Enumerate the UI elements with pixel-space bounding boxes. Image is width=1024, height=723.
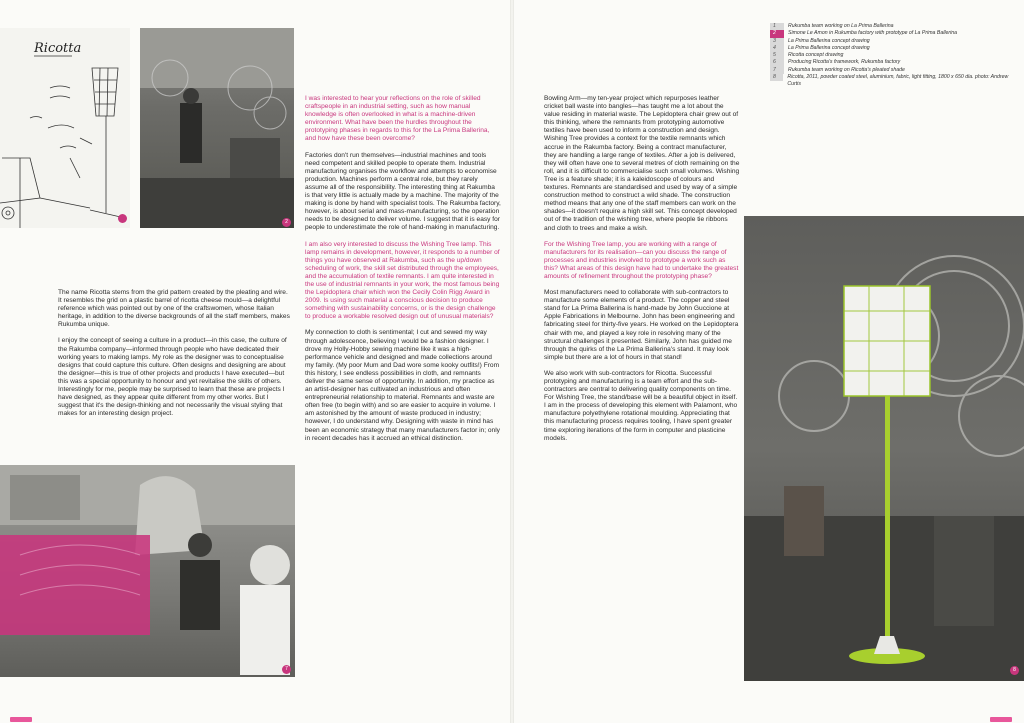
figure-badge-8: 8 (1010, 666, 1019, 675)
caption-number: 6 (770, 59, 784, 66)
paragraph: Most manufacturers need to collaborate with sub-contractors to manufacture some elements of a product. The copper and steel stand for La Prima Ballerina is hand-made by John Guccione at Apple Fabrications in Melbourne. John has been engineering and fabricating steel for thirty-five years. He worked on the Lepidoptera chair with me, and played a key role in resolving many of the structural challenges it presented. Similarly, John has guided me through the quirks of the La Prima Ballerina's stand. It may look simple but there are a lot of hours in that stand! (544, 289, 739, 361)
paragraph: We also work with sub-contractors for Ricotta. Successful prototyping and manufacturing is a team effort and the sub-contractors are central to delivering quality components on time. For Wishing Tree, the stand/base will be a beautiful object in itself. I am in the process of developing this element with Palamont, who manufacture polyethylene rotational moulding. Appreciating that this manufacturing process requires tooling, I have spent greater time exploring iterations of the form in computer and plasticine models. (544, 369, 738, 442)
figure-badge-5 (118, 214, 127, 223)
page-folio-right (990, 717, 1012, 722)
paragraph: I enjoy the concept of seeing a culture in a product—in this case, the culture of the Rakumba company—informed through people who have dedicated their working years to making lamps. My role as the designer was to conceptualise designs that could capture this culture. Often designs and designing are about the designer—this is true of other projects and products I have executed—but this was a special opportunity to honour and yet revitalise the skills of others. Interestingly for me, people may be surprised to learn that these are projects I have designed, as they appear quite different from my other works. But I suggest that it's the design-thinking and not necessarily the visual styling that makes for an interesting design project. (58, 337, 287, 418)
caption-number: 7 (770, 67, 784, 74)
caption-row (770, 74, 1010, 89)
factory-worker-photo (140, 28, 294, 228)
caption-number: 5 (770, 52, 784, 59)
caption-row (770, 67, 1010, 74)
caption-text: Producing Ricotta's framework, Rukumba factory (788, 59, 901, 66)
column-3-text (544, 95, 740, 451)
column-1-text (58, 289, 290, 426)
team-photo-art (0, 465, 295, 677)
figure-badge-2: 2 (282, 218, 291, 227)
caption-text: La Prima Ballerina concept drawing (788, 44, 870, 51)
caption-text: Simone Le Amon in Rukumba factory with prototype of La Prima Ballerina (788, 30, 958, 37)
paragraph: Factories don't run themselves—industrial machines and tools need competent and skilled people to operate them. Industrial manufacturing organises the workflow and attempts to economise production. Machines perform a central role, but they rarely assume all of the responsibility. The interesting thing at Rakumba is that very little is actually made by a machine. The majority of the making is done by hand with specialist tools. The Rakumba factory, however, is about serial and mass-manufacturing, so the operation needs to be designed to deliver volume. I suggest that it is easy for people to underestimate the role of hand-making in manufacturing. (305, 151, 501, 232)
caption-row (770, 52, 1010, 59)
interview-question: For the Wishing Tree lamp, you are working with a range of manufacturers for its realisation—can you discuss the range of processes and industries involved to prototype a work such as this? What areas of this design have had to undertake the greatest amounts of refinement throughout the prototyping phase? (544, 240, 739, 280)
paragraph: The name Ricotta stems from the grid pattern created by the pleating and wire. It resembles the grid on a plastic barrel of ricotta cheese mould—a delightful reference which was pointed out by one of the craftswomen, whose Italian heritage, in addition to the diverse backgrounds of all the staff members, makes Rukumba unique. (58, 289, 290, 329)
caption-number: 3 (770, 38, 784, 45)
caption-number: 4 (770, 45, 784, 52)
caption-number: 2 (770, 30, 784, 37)
caption-text: Rukumba team working on Ricotta's pleated shade (788, 66, 905, 73)
interview-question: I was interested to hear your reflections on the role of skilled craftspeople in an industrial setting, such as how manual knowledge is often overlooked in what is a machine-driven environment. What have been the hurdles throughout the prototyping phases in regards to this for the La Prima Ballerina, and how have these been overcome? (305, 95, 490, 143)
page-folio-left (10, 717, 32, 722)
caption-text: Rukumba team working on La Prima Ballerina (788, 23, 894, 29)
sketch-drawing (0, 28, 130, 228)
caption-row (770, 45, 1010, 52)
caption-number: 8 (770, 74, 783, 81)
factory-photo-art (140, 28, 294, 228)
figure-badge-7: 7 (282, 665, 291, 674)
ricotta-lamp-photo (744, 216, 1024, 681)
caption-text: La Prima Ballerina concept drawing (788, 37, 870, 44)
paragraph: Bowling Arm—my ten-year project which repurposes leather cricket ball waste into bangles—has taught me a lot about the value residing in material waste. The Lepidoptera chair grew out of this thinking, where the remnants from prototyping automotive textiles have been used to inform a construction and design. Wishing Tree provides a context for the textile remnants which accrue in the Rakumba factory. Being a contract manufacturer, they are handling a large range of textiles. After a job is delivered, they will often have one to several metres of cloth remaining on the roll, and it is difficult to commercialise such small volumes. Wishing Tree is a feature shade; it is a kaleidoscope of colours and textures. Remnants are standardised and used by way of a simple construction method to construct a wild shade. The construction method means that any one of the staff members can work on the shades—it doesn't require a high skill set. This concept developed out of the tradition of the wishing tree, where people tie ribbons and cloth to trees and make a wish. (544, 95, 740, 232)
caption-text: Ricotta concept drawing (788, 52, 844, 59)
page-spine (510, 0, 514, 723)
caption-row (770, 30, 1010, 37)
lamp-photo-art (744, 216, 1024, 681)
caption-row (770, 23, 1010, 30)
caption-text: Ricotta, 2011, powder coated steel, aluminium, fabric, light fitting, 1800 x 650 dia. photo: Andrew Curtis (787, 74, 1009, 88)
caption-row (770, 38, 1010, 45)
sketch-label: Ricotta (34, 41, 82, 56)
caption-number: 1 (770, 23, 784, 30)
column-2-text (305, 95, 501, 451)
pleated-shade-team-photo (0, 465, 295, 677)
figure-captions (770, 23, 1010, 89)
caption-row (770, 59, 1010, 66)
interview-question: I am also very interested to discuss the Wishing Tree lamp. This lamp remains in development, however, it responds to a number of things you have observed at Rakumba, such as the up/down scheduling of work, the skill set distributed through the employees, and the accumulation of textile remnants. I am quite interested in the use of industrial remnants in your work, the most famous being the Lepidoptera chair which won the Cecily Colin Rigg Award in 2009. Is using such material a conscious decision to produce something with sustainability concerns, or is the design challenge to produce a workable resolved design out of unusual materials? (305, 240, 500, 321)
paragraph: My connection to cloth is sentimental; I cut and sewed my way through adolescence, believing I would be a fashion designer. I drove my Holly-Hobby sewing machine like it was a high-performance vehicle and designed and made collections around my family. (My poor Mum and Dad wore some kooky outfits!) From this history, I see endless possibilities in cloth, and remnants deliver the same sense of opportunity. In addition, my practice as an artist-designer has cultivated an industrious and often entrepreneurial relationship to material. Remnants and waste are often free (to begin with) and so are easier to acquire in volume. I am astonished by the amount of waste produced in industry; however, I do understand why. Designing with waste in mind has been an economic strategy that many manufacturers factor in; only in recent decades has it accrued an ethical distinction. (305, 329, 500, 442)
ricotta-concept-sketch (0, 28, 130, 228)
